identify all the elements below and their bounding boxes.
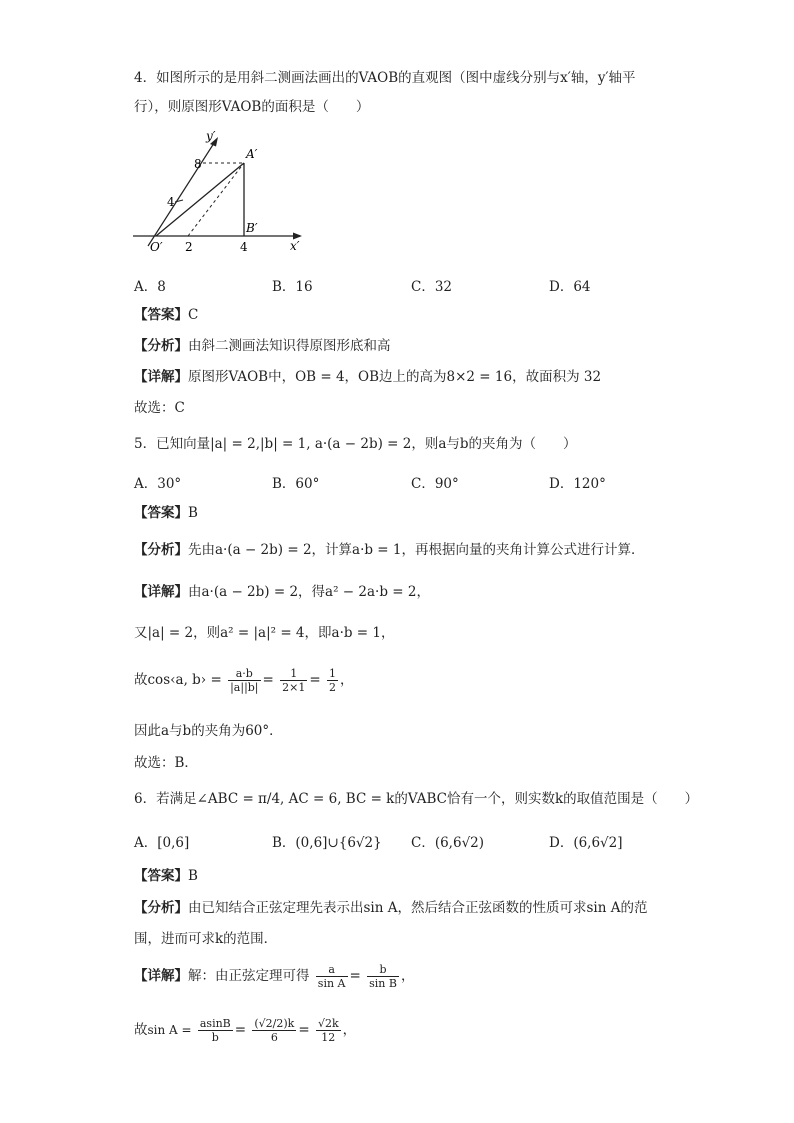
detail-text: 由a·(a − 2b) = 2，得a² − 2a·b = 2， bbox=[188, 584, 430, 600]
q6-stem: 6．若满足∠ABC = π/4, AC = 6, BC = k的VABC恰有一个，则实数k的取值范围是（ ） bbox=[134, 791, 699, 807]
sin-frac-2 bbox=[252, 1017, 296, 1044]
q5-option-a: A．30° bbox=[134, 476, 182, 492]
frac-den: |a||b| bbox=[230, 681, 259, 694]
q4-figure bbox=[130, 128, 310, 256]
label-4-x: 4 bbox=[240, 240, 248, 254]
analysis-text: 先由a·(a − 2b) = 2，计算a·b = 1，再根据向量的夹角计算公式进行计算． bbox=[188, 542, 645, 558]
frac-num: (√2/2)k bbox=[254, 1017, 295, 1030]
sin-frac-3 bbox=[316, 1017, 341, 1044]
q5-stem: 5．已知向量|a| = 2,|b| = 1, a·(a − 2b) = 2，则a与b的夹角为（ ） bbox=[134, 436, 577, 452]
cos-frac-3 bbox=[327, 667, 338, 694]
label-4-y: 4 bbox=[167, 195, 175, 209]
q6-analysis-l1 bbox=[134, 898, 647, 918]
detail-text: 原图形VAOB中，OB = 4，OB边上的高为8×2 = 16，故面积为 32 bbox=[188, 369, 602, 385]
detail-tag: 【详解】 bbox=[134, 968, 188, 984]
q4-option-d: D．64 bbox=[549, 279, 591, 295]
frac-num: a bbox=[316, 963, 348, 977]
sine-frac-a bbox=[316, 963, 348, 990]
q5-line2: 又|a| = 2，则a² = |a|² = 4，即a·b = 1， bbox=[134, 625, 395, 641]
q5-choose: 故选：B． bbox=[134, 755, 198, 771]
frac-num: 1 bbox=[328, 667, 336, 680]
last-lhs: sin A = bbox=[147, 1023, 192, 1037]
frac-den: 6 bbox=[270, 1031, 278, 1044]
q4-option-b: B．16 bbox=[272, 279, 313, 295]
answer-tag: 【答案】 bbox=[134, 505, 188, 521]
frac-den: sin B bbox=[369, 977, 397, 990]
last-suffix: ， bbox=[342, 1022, 357, 1038]
frac-den: 2×1 bbox=[282, 681, 306, 694]
frac-den: 2 bbox=[328, 681, 336, 694]
q6-option-d: D．(6,6√2] bbox=[549, 835, 623, 851]
q6-option-a: A．[0,6] bbox=[134, 835, 190, 851]
q4-stem-line1: 4．如图所示的是用斜二测画法画出的VAOB的直观图（图中虚线分别与x′轴，y′轴平 bbox=[134, 70, 636, 86]
q6-analysis-l2: 围，进而可求k的范围． bbox=[134, 931, 278, 947]
answer-tag: 【答案】 bbox=[134, 307, 188, 323]
label-a-prime: A′ bbox=[246, 147, 258, 161]
q4-analysis bbox=[134, 336, 391, 356]
answer-tag: 【答案】 bbox=[134, 868, 188, 884]
sine-frac-b bbox=[367, 963, 399, 990]
detail-prefix: 解：由正弦定理可得 bbox=[188, 968, 310, 984]
frac-den: 12 bbox=[321, 1031, 336, 1044]
q4-detail bbox=[134, 367, 601, 387]
q4-option-a: A．8 bbox=[134, 279, 166, 295]
analysis-text: 由已知结合正弦定理先表示出sin A，然后结合正弦函数的性质可求sin A的范 bbox=[188, 900, 648, 916]
frac-den: b bbox=[211, 1031, 219, 1044]
detail-tag: 【详解】 bbox=[134, 369, 188, 385]
q5-option-b: B．60° bbox=[272, 476, 320, 492]
label-b-prime: B′ bbox=[246, 221, 258, 235]
q4-choose: 故选：C bbox=[134, 400, 185, 416]
q4-stem-line2: 行），则原图形VAOB的面积是（ ） bbox=[134, 99, 370, 115]
label-x-axis: x′ bbox=[290, 239, 300, 253]
q5-conclusion: 因此a与b的夹角为60°． bbox=[134, 723, 283, 739]
cos-frac-1 bbox=[228, 667, 260, 694]
cos-frac-2 bbox=[280, 667, 307, 694]
q6-last: 故sin A = $\frac{asinB}{b}$ = $\frac{(√2/2)k}{6}$ = $\frac{√2k}{12}$ ， bbox=[134, 1017, 357, 1044]
frac-num: b bbox=[367, 963, 399, 977]
q5-option-d: D．120° bbox=[549, 476, 606, 492]
q6-answer bbox=[134, 866, 198, 886]
answer-value: C bbox=[188, 307, 199, 323]
answer-value: B bbox=[188, 505, 198, 521]
q6-option-b: B．(0,6]∪{6√2} bbox=[272, 835, 382, 851]
q5-cos-formula: 故cos‹a, b› = $\frac{a\cdot b}{|a||b|}$ = $\frac{1}{2\times 1}$ = $\frac{1}{2}$ ， bbox=[134, 667, 354, 694]
analysis-tag: 【分析】 bbox=[134, 900, 188, 916]
q4-option-c: C．32 bbox=[411, 279, 453, 295]
analysis-tag: 【分析】 bbox=[134, 542, 188, 558]
q5-analysis bbox=[134, 540, 645, 560]
q5-option-c: C．90° bbox=[411, 476, 459, 492]
frac-den: sin A bbox=[317, 977, 346, 990]
q5-detail bbox=[134, 582, 430, 602]
cos-suffix: ， bbox=[339, 672, 354, 688]
sin-frac-1 bbox=[198, 1017, 233, 1044]
analysis-text: 由斜二测画法知识得原图形底和高 bbox=[188, 338, 391, 354]
analysis-tag: 【分析】 bbox=[134, 338, 188, 354]
answer-value: B bbox=[188, 868, 198, 884]
detail-suffix: ， bbox=[400, 968, 415, 984]
q6-detail: 【详解】解：由正弦定理可得 $\frac{a}{\text{sin A}}$ = $\frac{b}{\text{sin B}}$ ， bbox=[134, 963, 415, 990]
frac-num: asinB bbox=[199, 1017, 231, 1030]
q4-answer bbox=[134, 305, 198, 325]
frac-num: a·b bbox=[228, 667, 260, 681]
last-prefix: 故 bbox=[134, 1022, 148, 1038]
label-2: 2 bbox=[185, 240, 193, 254]
label-y-axis: y′ bbox=[206, 129, 216, 143]
frac-num: √2k bbox=[317, 1017, 339, 1030]
label-o-prime: O′ bbox=[150, 240, 163, 254]
q6-option-c: C．(6,6√2) bbox=[411, 835, 485, 851]
q5-answer bbox=[134, 503, 198, 523]
label-8: 8 bbox=[194, 157, 202, 171]
detail-tag: 【详解】 bbox=[134, 584, 188, 600]
frac-num: 1 bbox=[280, 667, 307, 681]
cos-prefix: 故cos‹a, b› = bbox=[134, 672, 222, 688]
